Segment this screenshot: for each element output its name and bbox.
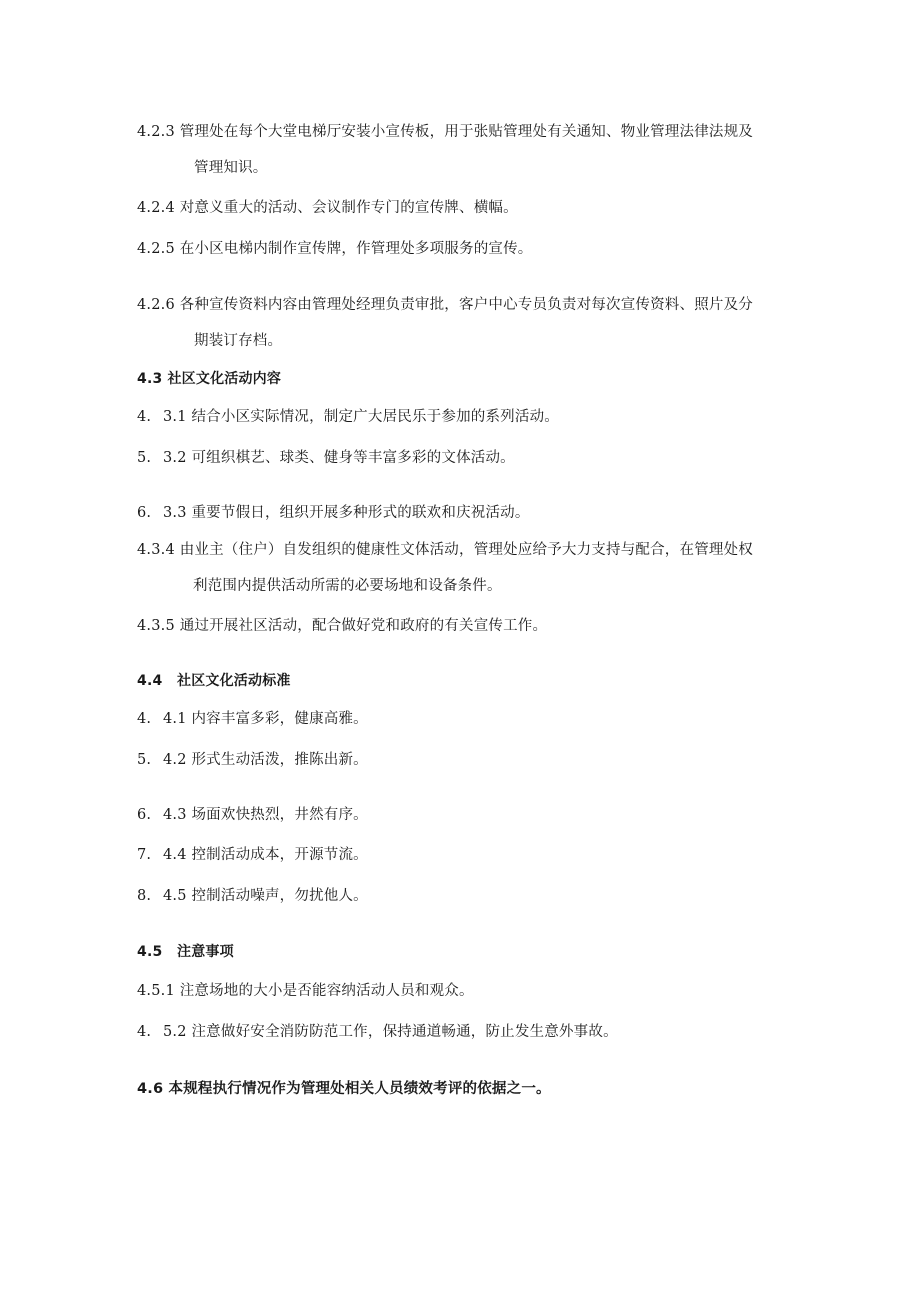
section-number: 4.4: [137, 673, 163, 689]
section-title: 注意事项: [177, 944, 234, 960]
item-4-3-4-line1: 4.3.4 由业主（住户）自发组织的健康性文体活动，管理处应给予大力支持与配合，在管理处权: [137, 542, 753, 558]
item-4-3-1: [137, 407, 559, 427]
item-4-2-5: 4.2.5 在小区电梯内制作宣传牌，作管理处多项服务的宣传。: [137, 241, 533, 257]
section-heading-4-3: 4.3 社区文化活动内容: [137, 371, 282, 387]
list-text: 3.1 结合小区实际情况，制定广大居民乐于参加的系列活动。: [163, 409, 559, 425]
section-heading-4-5: [137, 942, 234, 962]
item-4-4-5: [137, 886, 368, 906]
item-4-4-3: [137, 805, 368, 825]
item-4-3-4-line2: 利范围内提供活动所需的必要场地和设备条件。: [193, 578, 502, 594]
item-4-4-1: [137, 709, 368, 729]
item-4-4-2: [137, 750, 368, 770]
list-number: 4.: [137, 711, 152, 727]
item-4-2-3-line1: 4.2.3 管理处在每个大堂电梯厅安装小宣传板，用于张贴管理处有关通知、物业管理法律法规及: [137, 124, 753, 140]
item-4-4-4: [137, 845, 368, 865]
item-4-3-5: 4.3.5 通过开展社区活动，配合做好党和政府的有关宣传工作。: [137, 618, 548, 634]
list-text: 3.3 重要节假日，组织开展多种形式的联欢和庆祝活动。: [163, 505, 530, 521]
item-4-2-4: 4.2.4 对意义重大的活动、会议制作专门的宣传牌、横幅。: [137, 200, 518, 216]
section-4-6: 4.6 本规程执行情况作为管理处相关人员绩效考评的依据之一。: [137, 1081, 551, 1097]
list-text: 4.2 形式生动活泼，推陈出新。: [163, 752, 368, 768]
list-number: 8.: [137, 888, 152, 904]
list-text: 4.3 场面欢快热烈，井然有序。: [163, 807, 368, 823]
list-number: 6.: [137, 505, 152, 521]
list-number: 7.: [137, 847, 152, 863]
item-4-3-2: [137, 448, 515, 468]
item-4-5-2: [137, 1022, 618, 1042]
list-number: 5.: [137, 450, 152, 466]
list-number: 6.: [137, 807, 152, 823]
item-4-2-3-line2: 管理知识。: [194, 160, 268, 176]
list-number: 4.: [137, 409, 152, 425]
list-text: 4.1 内容丰富多彩，健康高雅。: [163, 711, 368, 727]
list-number: 4.: [137, 1024, 152, 1040]
item-4-3-3: [137, 503, 530, 523]
section-title: 社区文化活动标准: [177, 673, 291, 689]
item-4-5-1: 4.5.1 注意场地的大小是否能容纳活动人员和观众。: [137, 983, 474, 999]
list-text: 5.2 注意做好安全消防防范工作，保持通道畅通，防止发生意外事故。: [163, 1024, 618, 1040]
list-text: 3.2 可组织棋艺、球类、健身等丰富多彩的文体活动。: [163, 450, 515, 466]
item-4-2-6-line2: 期装订存档。: [194, 333, 283, 349]
list-text: 4.5 控制活动噪声，勿扰他人。: [163, 888, 368, 904]
list-number: 5.: [137, 752, 152, 768]
section-heading-4-4: [137, 671, 291, 691]
item-4-2-6-line1: 4.2.6 各种宣传资料内容由管理处经理负责审批，客户中心专员负责对每次宣传资料、照片及分: [137, 297, 753, 313]
list-text: 4.4 控制活动成本，开源节流。: [163, 847, 368, 863]
section-number: 4.5: [137, 944, 163, 960]
